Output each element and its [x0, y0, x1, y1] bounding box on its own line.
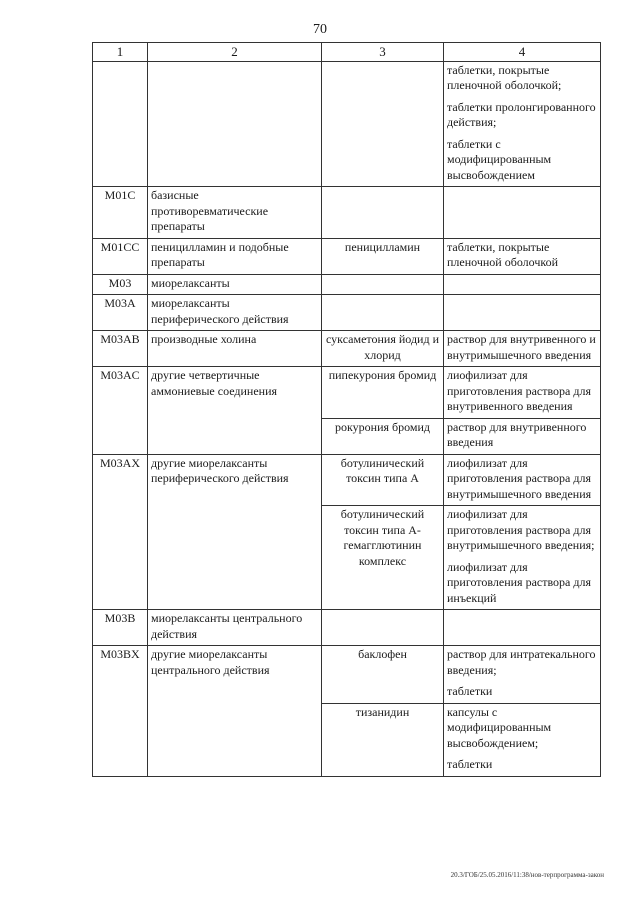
- atc-code: M03AB: [93, 331, 148, 367]
- dosage-form: таблетки пролонгированного действия;: [447, 99, 596, 129]
- inn-name: пеницилламин: [322, 238, 444, 274]
- dosage-form: лиофилизат для приготовления раствора для внутривенного введения: [447, 368, 591, 413]
- col-header-code: 1: [93, 43, 148, 62]
- inn-name: [322, 295, 444, 331]
- dosage-forms: [444, 238, 601, 274]
- atc-code: M01C: [93, 187, 148, 239]
- group-name: другие миорелаксанты периферического действия: [148, 454, 322, 610]
- table-row: [93, 238, 601, 274]
- dosage-form: раствор для интратекального введения;: [447, 647, 596, 677]
- group-name: базисные противоревматические препараты: [148, 187, 322, 239]
- table-row: [93, 454, 601, 506]
- dosage-forms: [444, 274, 601, 295]
- group-name: другие миорелаксанты центрального действия: [148, 646, 322, 777]
- table-row: [93, 331, 601, 367]
- table-header-row: [93, 43, 601, 62]
- dosage-form: таблетки, покрытые пленочной оболочкой: [447, 239, 559, 269]
- atc-code: [93, 61, 148, 187]
- dosage-forms: [444, 295, 601, 331]
- group-name: миорелаксанты периферического действия: [148, 295, 322, 331]
- dosage-form: таблетки: [447, 684, 493, 698]
- group-name: производные холина: [148, 331, 322, 367]
- dosage-forms: [444, 187, 601, 239]
- table-row: [93, 610, 601, 646]
- inn-name: пипекурония бромид: [322, 367, 444, 419]
- inn-name: [322, 187, 444, 239]
- dosage-form: раствор для внутривенного введения: [447, 419, 587, 449]
- inn-name: [322, 610, 444, 646]
- dosage-forms: [444, 61, 601, 187]
- col-header-inn: 3: [322, 43, 444, 62]
- dosage-forms: [444, 454, 601, 506]
- dosage-form: лиофилизат для приготовления раствора для внутримышечного введения: [447, 455, 592, 501]
- drug-table: [92, 42, 601, 777]
- table-row: [93, 61, 601, 187]
- dosage-form: таблетки с модифицированным высвобождением: [447, 136, 552, 182]
- inn-name: [322, 274, 444, 295]
- atc-code: M03AX: [93, 454, 148, 610]
- dosage-forms: [444, 703, 601, 776]
- table-row: [93, 295, 601, 331]
- table-row: [93, 274, 601, 295]
- table-row: [93, 367, 601, 419]
- atc-code: M03AC: [93, 367, 148, 455]
- dosage-form: таблетки: [447, 757, 493, 771]
- atc-code: M03: [93, 274, 148, 295]
- col-header-group: 2: [148, 43, 322, 62]
- dosage-form: раствор для внутривенного и внутримышечного введения: [447, 332, 596, 362]
- dosage-form: лиофилизат для приготовления раствора для внутримышечного введения;: [447, 507, 595, 552]
- dosage-forms: [444, 367, 601, 419]
- table-row: [93, 646, 601, 704]
- atc-code: M01CC: [93, 238, 148, 274]
- dosage-forms: [444, 331, 601, 367]
- atc-code: M03BX: [93, 646, 148, 777]
- document-footer-stamp: 20.3/ГОБ/25.05.2016/11:38/нов-терпрограмма-закон: [450, 871, 604, 879]
- dosage-forms: [444, 506, 601, 610]
- inn-name: ботулинический токсин типа A: [322, 454, 444, 506]
- atc-code: M03A: [93, 295, 148, 331]
- dosage-form: лиофилизат для приготовления раствора для инъекций: [447, 559, 591, 605]
- dosage-form: таблетки, покрытые пленочной оболочкой;: [447, 62, 562, 92]
- inn-name: тизанидин: [322, 703, 444, 776]
- table-row: [93, 187, 601, 239]
- group-name: другие четвертичные аммониевые соединения: [148, 367, 322, 455]
- inn-name: [322, 61, 444, 187]
- group-name: миорелаксанты: [148, 274, 322, 295]
- group-name: миорелаксанты центрального действия: [148, 610, 322, 646]
- group-name: пеницилламин и подобные препараты: [148, 238, 322, 274]
- dosage-forms: [444, 610, 601, 646]
- group-name: [148, 61, 322, 187]
- dosage-form: капсулы с модифицированным высвобождением;: [447, 704, 552, 750]
- inn-name: суксаметония йодид и хлорид: [322, 331, 444, 367]
- inn-name: баклофен: [322, 646, 444, 704]
- inn-name: рокурония бромид: [322, 418, 444, 454]
- inn-name: ботулинический токсин типа A-гемагглютинин комплекс: [322, 506, 444, 610]
- col-header-forms: 4: [444, 43, 601, 62]
- page-number: 70: [313, 22, 327, 37]
- dosage-forms: [444, 418, 601, 454]
- atc-code: M03B: [93, 610, 148, 646]
- dosage-forms: [444, 646, 601, 704]
